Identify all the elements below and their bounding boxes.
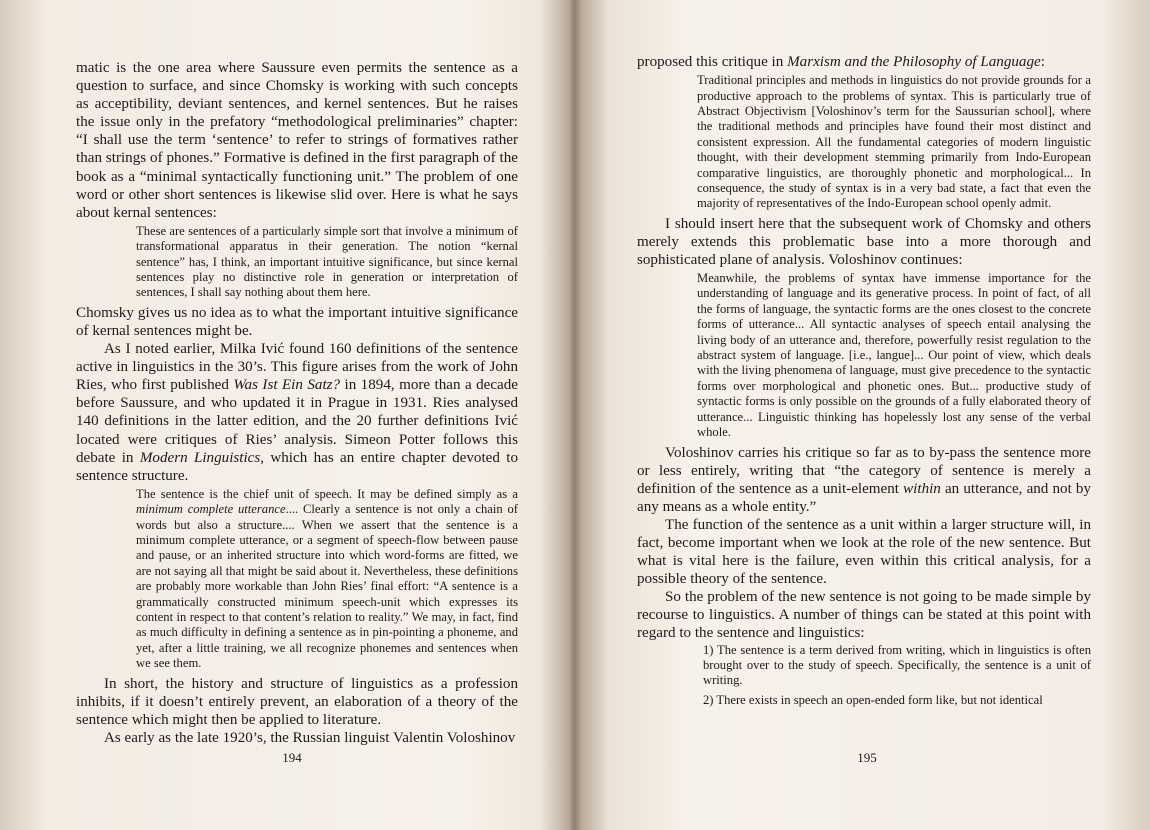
page-number: 194 <box>282 750 302 765</box>
text-run: : <box>1040 54 1045 70</box>
paragraph: In short, the history and structure of linguistics as a profession inhibits, if it doesn’t entirely prevent, an elaboration of a theory of the sentence which might then be applied to literature. <box>76 675 518 728</box>
emphasis: within <box>903 480 941 497</box>
block-quote: Traditional principles and methods in linguistics do not provide grounds for a productive approach to the problems of syntax. This is particularly true of Abstract Objectivism [Voloshinov’s term for the Saussurian school], where the traditional methods and principles have found their most distinct and consistent expression. All the fundamental categories of modern linguistic thought, with their development stemming primarily from Indo-European comparative linguistics, are thoroughly phonetic and morphological... In consequence, the study of syntax is in a very bad state, a fact that even the majority of representatives of the Indo-European school openly admit. <box>697 73 1091 211</box>
block-quote: Meanwhile, the problems of syntax have immense importance for the understanding of language and its generative process. In point of fact, of all the forms of language, the syntactic forms are the ones closest to the concrete forms of utterance... All syntactic analyses of speech entail analysing the living body of an utterance and, therefore, powerfully resist regulation to the abstract system of language. [i.e., langue]... Our point of view, which deals with the living phenomena of language, must give precedence to the syntactic forms over morphological and phonetic ones. But... productive study of syntactic forms is only possible on the grounds of a fully elaborated theory of utterance... Linguistic thinking has hopelessly lost any sense of the verbal whole. <box>697 271 1091 440</box>
paragraph <box>637 53 1091 71</box>
book-title: Was Ist Ein Satz? <box>233 377 341 394</box>
block-quote: These are sentences of a particularly simple sort that involve a minimum of transformational apparatus in their generation. The notion “kernal sentence” has, I think, an important intuitive significance, but since kernal sentences play no distinctive role in generation or interpretation of sentences, I shall say nothing about them here. <box>136 223 518 300</box>
text-run: proposed this critique in <box>637 54 788 70</box>
paragraph: As early as the late 1920’s, the Russian linguist Valentin Voloshinov <box>104 729 516 746</box>
text-run: As I noted earlier, Milka Ivić found 160 definitions of the sentence active in linguistics in the 30’s. This figure arises from the work of John Ries, who first published <box>76 341 518 394</box>
page-number: 195 <box>857 750 877 765</box>
text-run: an utterance, and not by any means as a whole entity.” <box>637 480 1091 515</box>
text-run: in 1894, more than a decade before Saussure, and who updated it in Prague in 1931. Ries analysed 140 definitions in the latter edition, and the 20 further definitions Ivić located were critiques of Ries’ analysis. Simeon Potter follows this debate in <box>76 377 518 466</box>
text-run: The sentence is the chief unit of speech. It may be defined simply as a <box>136 486 518 501</box>
paragraph <box>76 340 518 485</box>
paragraph: matic is the one area where Saussure even permits the sentence as a question to surface, and since Chomsky is working with such concepts as acceptibility, deviant sentences, and kernel sentences. But he raises the issue only in the prefatory “methodological preliminaries” chapter: “I shall use the term ‘sentence’ to refer to strings of formatives rather than strings of phones.” Formative is defined in the first paragraph of the book as a “minimal syntactically functioning unit.” The problem of one word or other short sentences is likewise slid over. Here is what he says about kernal sentences: <box>76 60 518 221</box>
paragraph: I should insert here that the subsequent work of Chomsky and others merely extends this problematic base into a more thorough and sophisticated plane of analysis. Voloshinov continues: <box>637 215 1091 268</box>
right-page <box>575 0 1149 830</box>
text-run: .... Clearly a sentence is not only a chain of words but also a structure.... When we assert that the sentence is a minimum complete utterance, or a segment of speech-flow between pause and pause, or an inherited structure into which word-forms are fitted, we are not saying all that might be said about it. Nevertheless, these definitions are probably more workable than John Ries’ final effort: “A sentence is a grammatically constructed minimum speech-unit which expresses its content in respect to that content’s relation to reality.” We may, in fact, find as much difficulty in defining a sentence as in pin-pointing a phoneme, and yet, after a little training, we all recognize phonemes and sentences when we see them. <box>136 502 518 671</box>
paragraph: So the problem of the new sentence is not going to be made simple by recourse to linguistics. A number of things can be stated at this point with regard to the sentence and linguistics: <box>637 589 1091 642</box>
paragraph: The function of the sentence as a unit within a larger structure will, in fact, become important when we look at the role of the new sentence. But what is vital here is the failure, even within this critical analysis, for a possible theory of the sentence. <box>637 516 1091 588</box>
right-page-text <box>637 53 1091 708</box>
text-run: , which has an entire chapter devoted to sentence structure. <box>76 449 518 484</box>
block-quote <box>136 487 518 672</box>
paragraph <box>637 444 1091 516</box>
left-page-text <box>76 59 518 747</box>
emphasis: minimum complete utterance <box>136 502 286 517</box>
list-item: 1) The sentence is a term derived from writing, which in linguistics is often brought over to the study of speech. Specifically, the sentence is a unit of writing. <box>703 642 1091 688</box>
left-page <box>0 0 574 830</box>
text-run: Voloshinov carries his critique so far as to by-pass the sentence more or less entirely, writing that “the category of sentence is merely a definition of the sentence as a unit-element <box>637 444 1091 497</box>
list-item: 2) There exists in speech an open-ended form like, but not identical <box>703 692 1043 707</box>
book-title: Modern Linguistics <box>139 449 261 466</box>
paragraph: Chomsky gives us no idea as to what the important intuitive significance of kernal sentences might be. <box>76 304 518 339</box>
book-title: Marxism and the Philosophy of Language <box>787 54 1041 70</box>
